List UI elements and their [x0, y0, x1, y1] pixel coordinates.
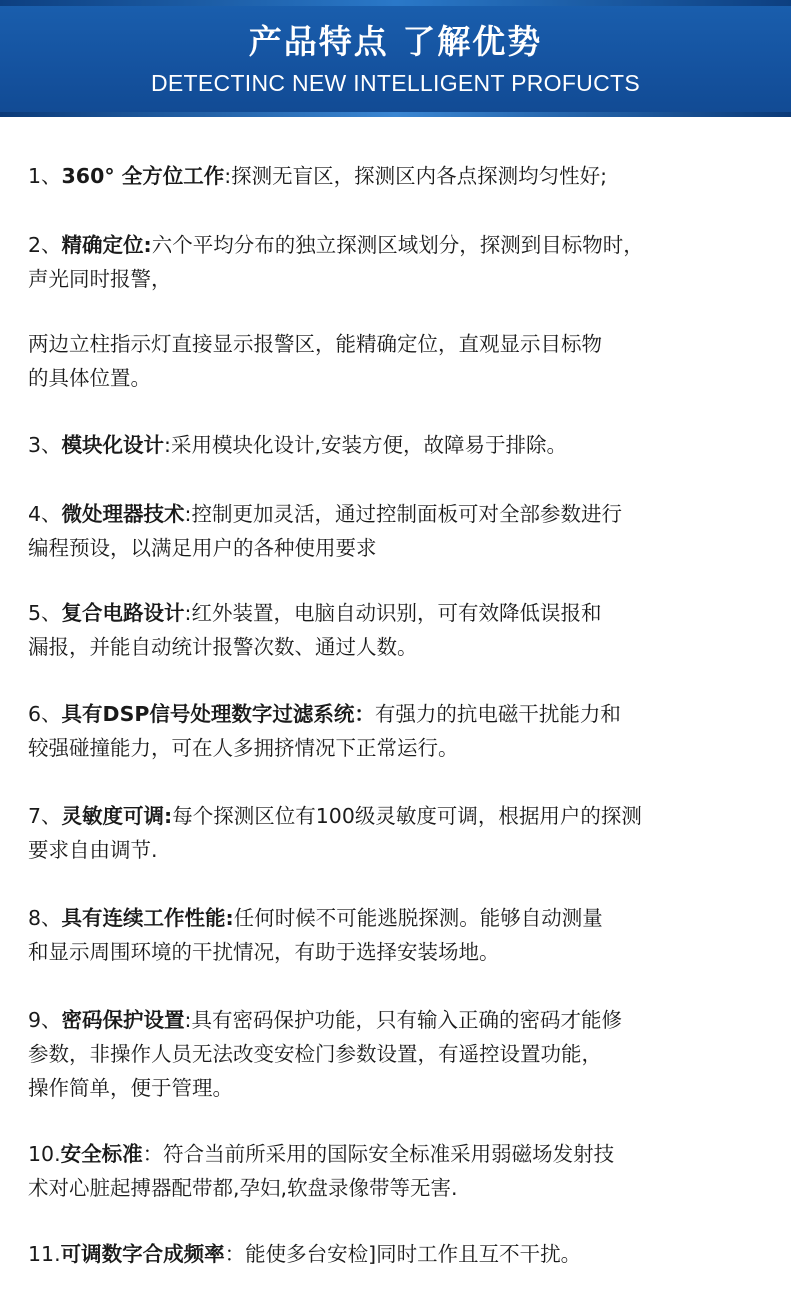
feature-text: 两边立柱指示灯直接显示报警区，能精确定位，直观显示目标物 [28, 332, 602, 356]
feature-text: 漏报，并能自动统计报警次数、通过人数。 [28, 635, 418, 659]
feature-text: 操作简单，便于管理。 [28, 1076, 233, 1100]
feature-8 [28, 901, 783, 969]
feature-2-extra [28, 327, 783, 395]
feature-text: :控制更加灵活，通过控制面板可对全部参数进行 [184, 502, 622, 526]
feature-name: 安全标准 [60, 1142, 143, 1166]
feature-11 [28, 1237, 783, 1271]
feature-9 [28, 1003, 783, 1105]
feature-text: 和显示周围环境的干扰情况，有助于选择安装场地。 [28, 940, 500, 964]
feature-text: 编程预设，以满足用户的各种使用要求 [28, 536, 377, 560]
feature-text: 任何时候不可能逃脱探测。能够自动测量 [233, 906, 603, 930]
feature-name: 360° 全方位工作 [61, 164, 225, 188]
feature-number: 7、 [28, 804, 62, 828]
feature-text: 六个平均分布的独立探测区域划分，探测到目标物时， [151, 233, 644, 257]
feature-text: :探测无盲区，探测区内各点探测均匀性好; [224, 164, 608, 188]
feature-text: 有强力的抗电磁干扰能力和 [374, 702, 621, 726]
feature-number: 4、 [28, 502, 62, 526]
feature-name: 密码保护设置 [61, 1008, 185, 1032]
feature-1 [28, 159, 783, 193]
feature-text: 较强碰撞能力，可在人多拥挤情况下正常运行。 [28, 736, 459, 760]
feature-3 [28, 428, 783, 462]
feature-name: 可调数字合成频率 [60, 1242, 225, 1266]
feature-text: :红外装置，电脑自动识别，可有效降低误报和 [184, 601, 602, 625]
feature-text: 术对心脏起搏器配带都,孕妇,软盘录像带等无害. [28, 1176, 458, 1200]
feature-text: 参数，非操作人员无法改变安检门参数设置，有遥控设置功能， [28, 1042, 602, 1066]
feature-name: 模块化设计 [61, 433, 165, 457]
feature-number: 11. [28, 1242, 61, 1266]
feature-number: 5、 [28, 601, 62, 625]
feature-name: 精确定位: [61, 233, 152, 257]
header-banner [0, 0, 791, 117]
feature-name: 灵敏度可调: [61, 804, 173, 828]
feature-text: 要求自由调节. [28, 838, 158, 862]
feature-name: 具有连续工作性能: [61, 906, 234, 930]
feature-name: 微处理器技术 [61, 502, 185, 526]
feature-number: 6、 [28, 702, 62, 726]
feature-number: 2、 [28, 233, 62, 257]
feature-name: 具有DSP信号处理数字过滤系统： [61, 702, 375, 726]
feature-text: 的具体位置。 [28, 366, 151, 390]
page-subtitle: DETECTINC NEW INTELLIGENT PROFUCTS [151, 70, 640, 96]
feature-text: :采用模块化设计,安装方便，故障易于排除。 [164, 433, 567, 457]
feature-name: 复合电路设计 [61, 601, 185, 625]
feature-text: :具有密码保护功能，只有输入正确的密码才能修 [184, 1008, 622, 1032]
feature-number: 9、 [28, 1008, 62, 1032]
feature-10 [28, 1137, 783, 1205]
page-title: 产品特点 了解优势 [248, 22, 543, 61]
feature-text: ：符合当前所采用的国际安全标准采用弱磁场发射技 [142, 1142, 615, 1166]
feature-text: 声光同时报警， [28, 267, 172, 291]
feature-text: 每个探测区位有100级灵敏度可调，根据用户的探测 [172, 804, 642, 828]
feature-number: 8、 [28, 906, 62, 930]
feature-5 [28, 596, 783, 664]
feature-number: 10. [28, 1142, 61, 1166]
feature-6 [28, 697, 783, 765]
feature-text: ：能使多台安检]同时工作且互不干扰。 [224, 1242, 582, 1266]
feature-number: 3、 [28, 433, 62, 457]
feature-4 [28, 497, 783, 565]
feature-number: 1、 [28, 164, 62, 188]
feature-7 [28, 799, 783, 867]
feature-2 [28, 228, 783, 296]
